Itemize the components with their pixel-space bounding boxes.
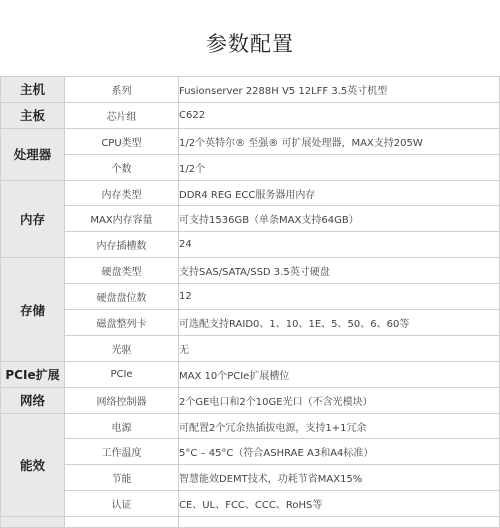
table-row-partial: [1, 517, 500, 528]
attribute-cell: 工作温度: [65, 439, 179, 465]
category-cell: 主机: [1, 77, 65, 103]
value-cell: 2个GE电口和2个10GE光口（不含光模块）: [179, 387, 500, 413]
category-cell: 处理器: [1, 128, 65, 180]
attribute-cell: PCIe: [65, 361, 179, 387]
value-cell: 可配置2个冗余热插拔电源，支持1+1冗余: [179, 413, 500, 439]
value-cell: 1/2个英特尔® 至强® 可扩展处理器，MAX支持205W: [179, 128, 500, 154]
value-cell: 24: [179, 232, 500, 258]
category-cell: PCIe扩展: [1, 361, 65, 387]
table-row: [1, 102, 500, 128]
table-row: [1, 439, 500, 465]
empty-cell: [1, 517, 65, 528]
attribute-cell: 节能: [65, 465, 179, 491]
value-cell: 1/2个: [179, 154, 500, 180]
table-row: [1, 284, 500, 310]
empty-cell: [179, 517, 500, 528]
table-row: [1, 258, 500, 284]
table-row: [1, 413, 500, 439]
value-cell: 支持SAS/SATA/SSD 3.5英寸硬盘: [179, 258, 500, 284]
value-cell: MAX 10个PCIe扩展槽位: [179, 361, 500, 387]
value-cell: 智慧能效DEMT技术，功耗节省MAX15%: [179, 465, 500, 491]
value-cell: C622: [179, 102, 500, 128]
value-cell: 可支持1536GB（单条MAX支持64GB）: [179, 206, 500, 232]
value-cell: DDR4 REG ECC服务器用内存: [179, 180, 500, 206]
attribute-cell: MAX内存容量: [65, 206, 179, 232]
value-cell: Fusionserver 2288H V5 12LFF 3.5英寸机型: [179, 77, 500, 103]
attribute-cell: 芯片组: [65, 102, 179, 128]
empty-cell: [65, 517, 179, 528]
table-row: [1, 335, 500, 361]
table-row: [1, 491, 500, 517]
attribute-cell: 网络控制器: [65, 387, 179, 413]
table-row: [1, 206, 500, 232]
category-cell: 内存: [1, 180, 65, 258]
table-row: [1, 232, 500, 258]
attribute-cell: CPU类型: [65, 128, 179, 154]
value-cell: CE、UL、FCC、CCC、RoHS等: [179, 491, 500, 517]
category-cell: 存储: [1, 258, 65, 362]
value-cell: 5°C – 45°C（符合ASHRAE A3和A4标准）: [179, 439, 500, 465]
attribute-cell: 硬盘盘位数: [65, 284, 179, 310]
value-cell: 可选配支持RAID0、1、10、1E、5、50、6、60等: [179, 310, 500, 336]
attribute-cell: 光驱: [65, 335, 179, 361]
table-row: [1, 180, 500, 206]
value-cell: 12: [179, 284, 500, 310]
category-cell: 能效: [1, 413, 65, 517]
table-row: [1, 310, 500, 336]
attribute-cell: 内存类型: [65, 180, 179, 206]
table-row: [1, 361, 500, 387]
category-cell: 网络: [1, 387, 65, 413]
category-cell: 主板: [1, 102, 65, 128]
attribute-cell: 认证: [65, 491, 179, 517]
page-title: 参数配置: [206, 32, 294, 56]
attribute-cell: 磁盘整列卡: [65, 310, 179, 336]
attribute-cell: 系列: [65, 77, 179, 103]
table-row: [1, 154, 500, 180]
spec-table-body: [1, 77, 500, 528]
table-row: [1, 465, 500, 491]
attribute-cell: 内存插槽数: [65, 232, 179, 258]
table-row: [1, 128, 500, 154]
attribute-cell: 硬盘类型: [65, 258, 179, 284]
table-row: [1, 387, 500, 413]
attribute-cell: 电源: [65, 413, 179, 439]
spec-table: [0, 76, 500, 528]
table-row: [1, 77, 500, 103]
attribute-cell: 个数: [65, 154, 179, 180]
value-cell: 无: [179, 335, 500, 361]
